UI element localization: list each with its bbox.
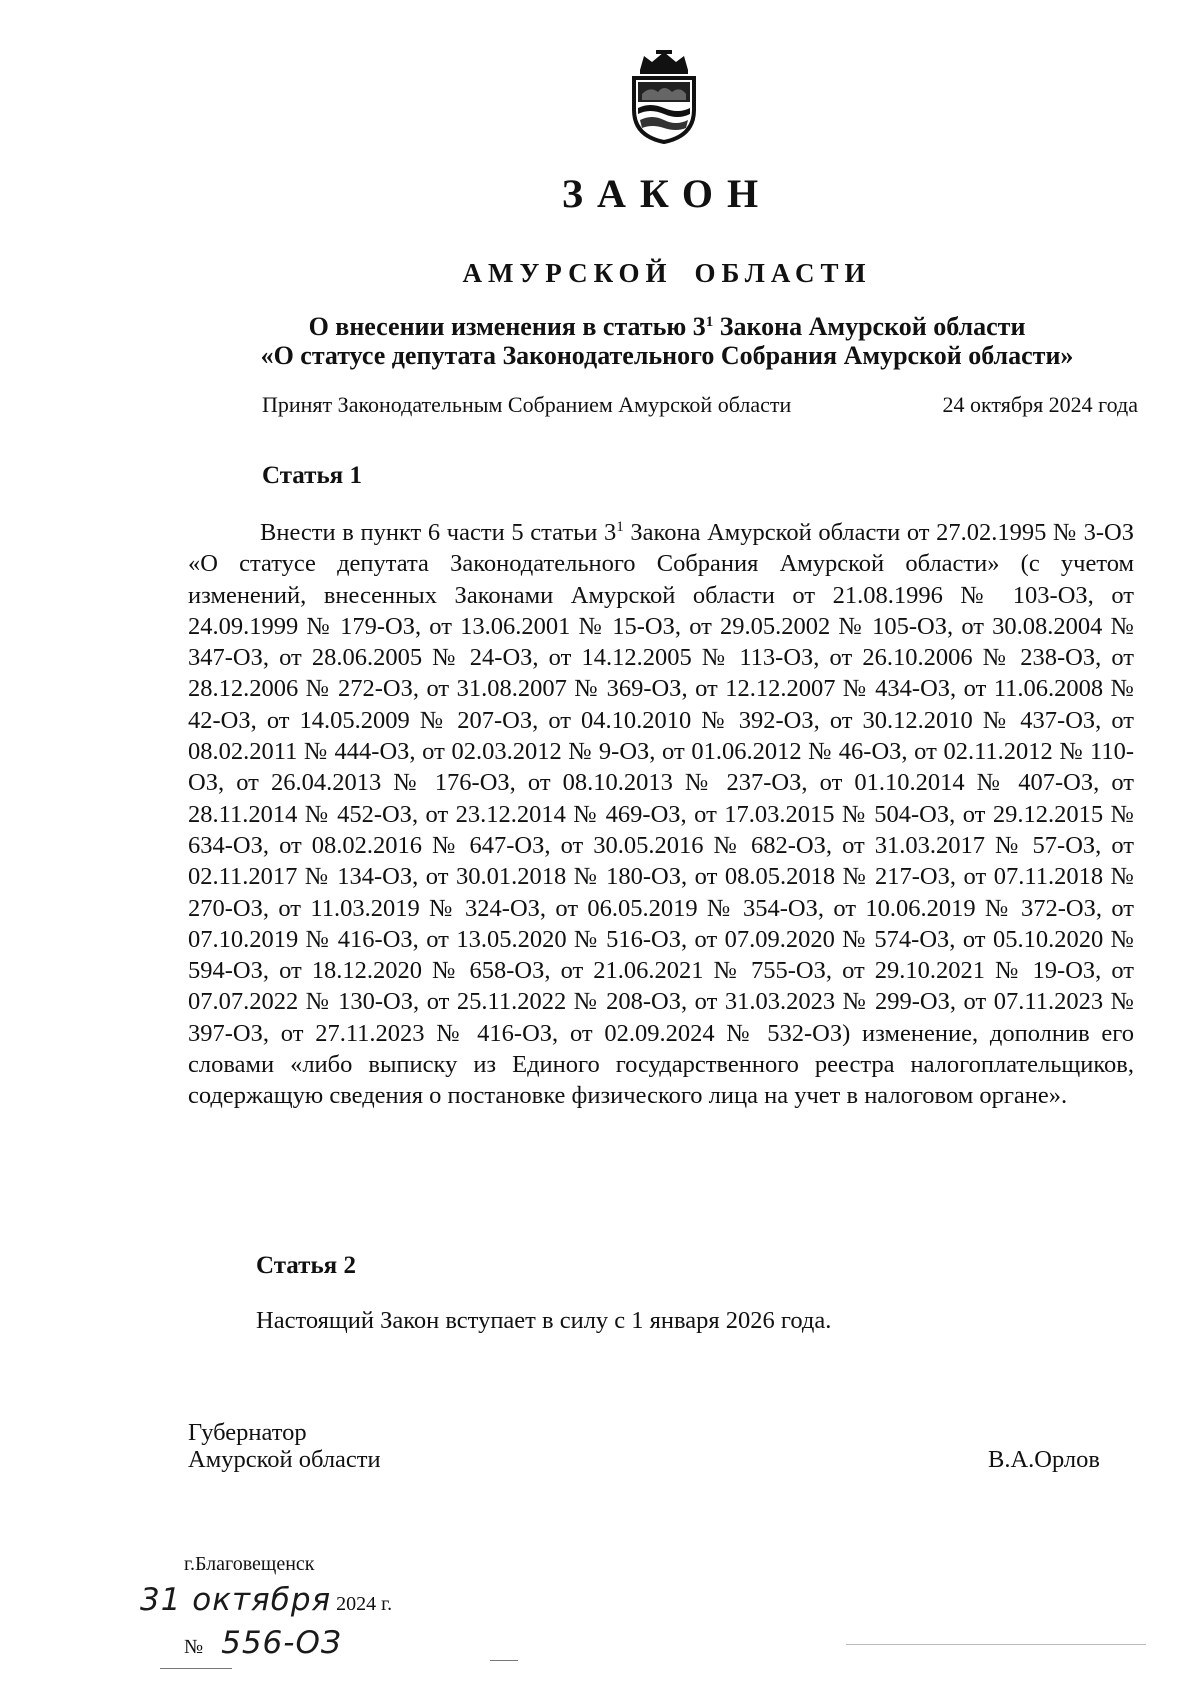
handwritten-number: 556-ОЗ: [221, 1625, 342, 1661]
adoption-line: [262, 392, 1138, 418]
article-2-text: Настоящий Закон вступает в силу с 1 января 2026 года.: [256, 1307, 832, 1334]
article-1-superscript: 1: [616, 519, 624, 535]
coat-of-arms-emblem: [626, 48, 702, 144]
subject-line-1-end: Закона Амурской области: [713, 312, 1026, 341]
adoption-date: 24 октября 2024 года: [942, 392, 1138, 417]
law-number: [184, 1625, 342, 1661]
signatory-title-line-2: Амурской области: [188, 1446, 381, 1473]
article-1-text-end: Закона Амурской области от 27.02.1995 № 3-ОЗ «О статусе депутата Законодательного Собрания Амурской области» (с учетом изменений, внесенных Законами Амурской области от 21.08.1996 № 103-ОЗ, от 24.09.1999 № 179-ОЗ, от 13.06.2001 № 15-ОЗ, от 29.05.2002 № 105-ОЗ, от 30.08.2004 № 347-ОЗ, от 28.06.2005 № 24-ОЗ, от 14.12.2005 № 113-ОЗ, от 26.10.2006 № 238-ОЗ, от 28.12.2006 № 272-ОЗ, от 31.08.2007 № 369-ОЗ, от 12.12.2007 № 434-ОЗ, от 11.06.2008 № 42-ОЗ, от 14.05.2009 № 207-ОЗ, от 04.10.2010 № 392-ОЗ, от 30.12.2010 № 437-ОЗ, от 08.02.2011 № 444-ОЗ, от 02.03.2012 № 9-ОЗ, от 01.06.2012 № 46-ОЗ, от 02.11.2012 № 110-ОЗ, от 26.04.2013 № 176-ОЗ, от 08.10.2013 № 237-ОЗ, от 01.10.2014 № 407-ОЗ, от 28.11.2014 № 452-ОЗ, от 23.12.2014 № 469-ОЗ, от 17.03.2015 № 504-ОЗ, от 29.12.2015 № 634-ОЗ, от 08.02.2016 № 647-ОЗ, от 30.05.2016 № 682-ОЗ, от 31.03.2017 № 57-ОЗ, от 02.11.2017 № 134-ОЗ, от 30.01.2018 № 180-ОЗ, от 08.05.2018 № 217-ОЗ, от 07.11.2018 № 270-ОЗ, от 11.03.2019 № 324-ОЗ, от 06.05.2019 № 354-ОЗ, от 10.06.2019 № 372-ОЗ, от 07.10.2019 № 416-ОЗ, от 13.05.2020 № 516-ОЗ, от 07.09.2020 № 574-ОЗ, от 05.10.2020 № 594-ОЗ, от 18.12.2020 № 658-ОЗ, от 21.06.2021 № 755-ОЗ, от 29.10.2021 № 19-ОЗ, от 07.07.2022 № 130-ОЗ, от 25.11.2022 № 208-ОЗ, от 31.03.2023 № 299-ОЗ, от 07.11.2023 № 397-ОЗ, от 27.11.2023 № 416-ОЗ, от 02.09.2024 № 532-ОЗ) изменение, дополнив его словами «либо выписку из Единого государственного реестра налогоплательщиков, содержащую сведения о постановке физического лица на учет в налоговом органе».: [188, 519, 1134, 1110]
footer-divider: [160, 1668, 232, 1669]
document-title: ЗАКОН: [561, 171, 773, 216]
article-1-heading: Статья 1: [262, 462, 362, 489]
signatory-name: В.А.Орлов: [988, 1446, 1100, 1473]
signing-date: [140, 1582, 392, 1618]
law-subject: [150, 312, 1184, 370]
article-1-paragraph: [188, 517, 1134, 1112]
adoption-label: Принят Законодательным Собранием Амурской области: [262, 392, 792, 417]
article-2-heading: Статья 2: [256, 1252, 356, 1279]
subject-line-2: «О статусе депутата Законодательного Собрания Амурской области»: [260, 341, 1074, 370]
signing-year: 2024 г.: [336, 1593, 393, 1615]
subject-line-1: [150, 312, 1184, 341]
signatory-title: [188, 1419, 381, 1473]
region-word-2: ОБЛАСТИ: [694, 258, 872, 288]
city: г.Благовещенск: [184, 1553, 315, 1575]
region-name: [0, 258, 1200, 289]
signatory-title-line-1: Губернатор: [188, 1419, 307, 1446]
subject-superscript: 1: [705, 314, 714, 330]
article-1-text: [188, 517, 1134, 1112]
crown-icon: [640, 50, 688, 74]
article-1-text-start: Внести в пункт 6 части 5 статьи 3: [260, 519, 617, 546]
footer-divider: [846, 1644, 1146, 1645]
number-label: №: [184, 1636, 204, 1658]
region-word-1: АМУРСКОЙ: [462, 258, 673, 288]
subject-line-1-start: О внесении изменения в статью 3: [308, 312, 706, 341]
handwritten-date: 31 октября: [140, 1582, 332, 1618]
footer-divider: [490, 1660, 518, 1661]
